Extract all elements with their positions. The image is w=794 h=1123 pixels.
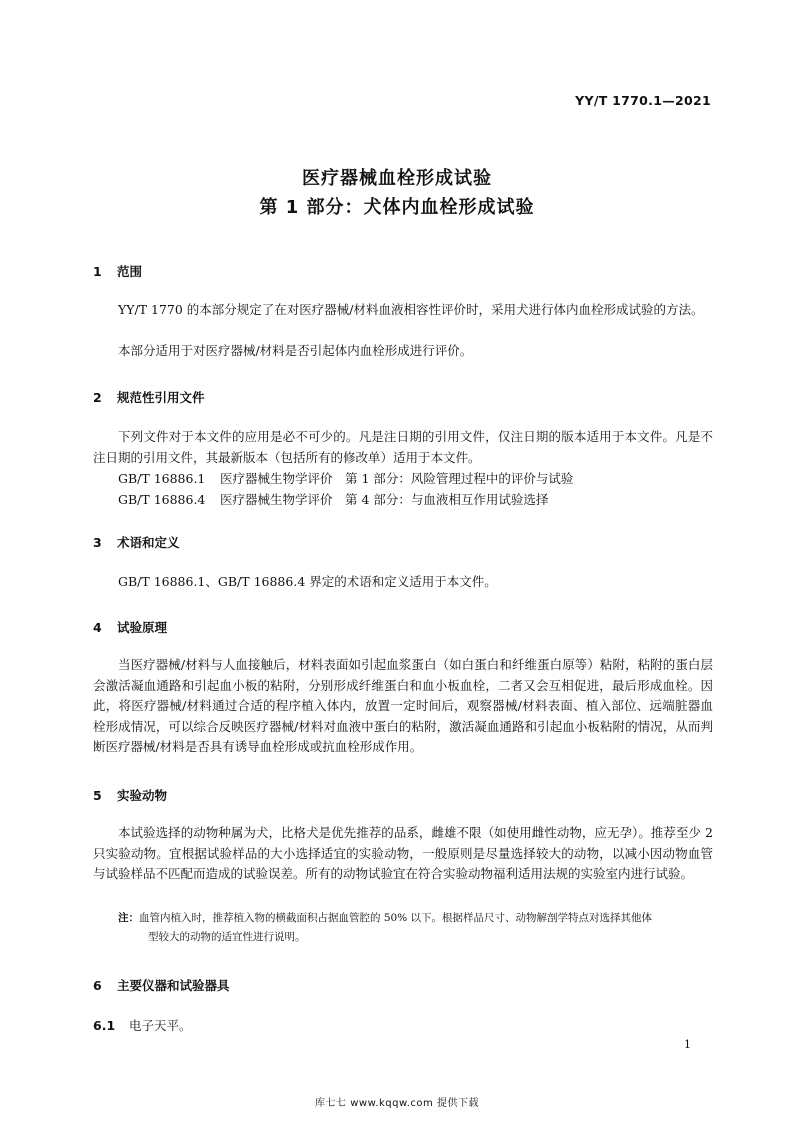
reference-item	[118, 490, 548, 508]
section-title: 实验动物	[117, 788, 168, 803]
section-6-heading	[93, 976, 230, 994]
subsection-text: 电子天平。	[129, 1018, 192, 1033]
section-5-paragraph-1: 本试验选择的动物种属为犬，比格犬是优先推荐的品系，雌雄不限（如使用雌性动物，应无孕）。推荐至少 2 只实验动物。宜根据试验样品的大小选择适宜的实验动物，一般原则是尽量选择较大的动物，以减小因动物血管与试验样品不匹配而造成的试验误差。所有的动物试验宜在符合实验动物福利适用法规的实验室内进行试验。	[93, 825, 713, 882]
document-title-line2: 第 1 部分：犬体内血栓形成试验	[259, 197, 535, 218]
section-5-heading	[93, 786, 167, 804]
note-text-line1: 血管内植入时，推荐植入物的横截面积占据血管腔的 50% 以下。根据样品尺寸、动物解剖学特点对选择其他体	[139, 912, 653, 924]
note-label: 注：	[118, 912, 139, 924]
page-number: 1	[684, 1038, 691, 1051]
section-title: 术语和定义	[117, 535, 180, 550]
section-4-paragraph-1: 当医疗器械/材料与人血接触后，材料表面如引起血浆蛋白（如白蛋白和纤维蛋白原等）粘附，粘附的蛋白层会激活凝血通路和引起血小板的粘附，分别形成纤维蛋白和血小板血栓，二者又会互相促进，最后形成血栓。因此，将医疗器械/材料通过合适的程序植入体内，放置一定时间后，观察器械/材料表面、植入部位、远端脏器血栓形成情况，可以综合反映医疗器械/材料对血液中蛋白的粘附，激活凝血通路和引起血小板粘附的情况，从而判断医疗器械/材料是否具有诱导血栓形成或抗血栓形成作用。	[93, 657, 713, 755]
section-1-paragraph-1: YY/T 1770 的本部分规定了在对医疗器械/材料血液相容性评价时，采用犬进行体内血栓形成试验的方法。	[118, 302, 704, 317]
section-number: 6	[93, 978, 102, 993]
section-number: 5	[93, 788, 102, 803]
section-title: 主要仪器和试验器具	[117, 978, 230, 993]
subsection-number: 6.1	[93, 1018, 116, 1033]
section-title: 规范性引用文件	[117, 390, 205, 405]
subsection-6-1	[93, 1016, 192, 1034]
reference-item	[118, 469, 573, 487]
section-3-paragraph-1: GB/T 16886.1、GB/T 16886.4 界定的术语和定义适用于本文件。	[118, 574, 497, 589]
section-title: 范围	[117, 264, 143, 279]
section-1-paragraph-2: 本部分适用于对医疗器械/材料是否引起体内血栓形成进行评价。	[118, 343, 473, 358]
reference-code: GB/T 16886.1	[118, 471, 206, 486]
section-number: 4	[93, 620, 102, 635]
section-4-heading	[93, 618, 167, 636]
section-number: 1	[93, 264, 102, 279]
section-2-heading	[93, 388, 205, 406]
reference-code: GB/T 16886.4	[118, 492, 206, 507]
section-5-note	[118, 909, 712, 947]
section-title: 试验原理	[117, 620, 168, 635]
section-2-paragraph-1: 下列文件对于本文件的应用是必不可少的。凡是注日期的引用文件，仅注日期的版本适用于本文件。凡是不注日期的引用文件，其最新版本（包括所有的修改单）适用于本文件。	[93, 429, 713, 465]
standard-code: YY/T 1770.1—2021	[575, 93, 711, 108]
section-number: 2	[93, 390, 102, 405]
section-number: 3	[93, 535, 102, 550]
section-3-heading	[93, 533, 180, 551]
download-footer: 库七七 www.kqqw.com 提供下载	[315, 1098, 479, 1109]
section-1-heading	[93, 262, 142, 280]
note-text-line2: 型较大的动物的适宜性进行说明。	[148, 931, 306, 943]
reference-title: 医疗器械生物学评价 第 4 部分：与血液相互作用试验选择	[220, 492, 549, 507]
reference-title: 医疗器械生物学评价 第 1 部分：风险管理过程中的评价与试验	[220, 471, 574, 486]
document-title-line1: 医疗器械血栓形成试验	[302, 168, 492, 189]
